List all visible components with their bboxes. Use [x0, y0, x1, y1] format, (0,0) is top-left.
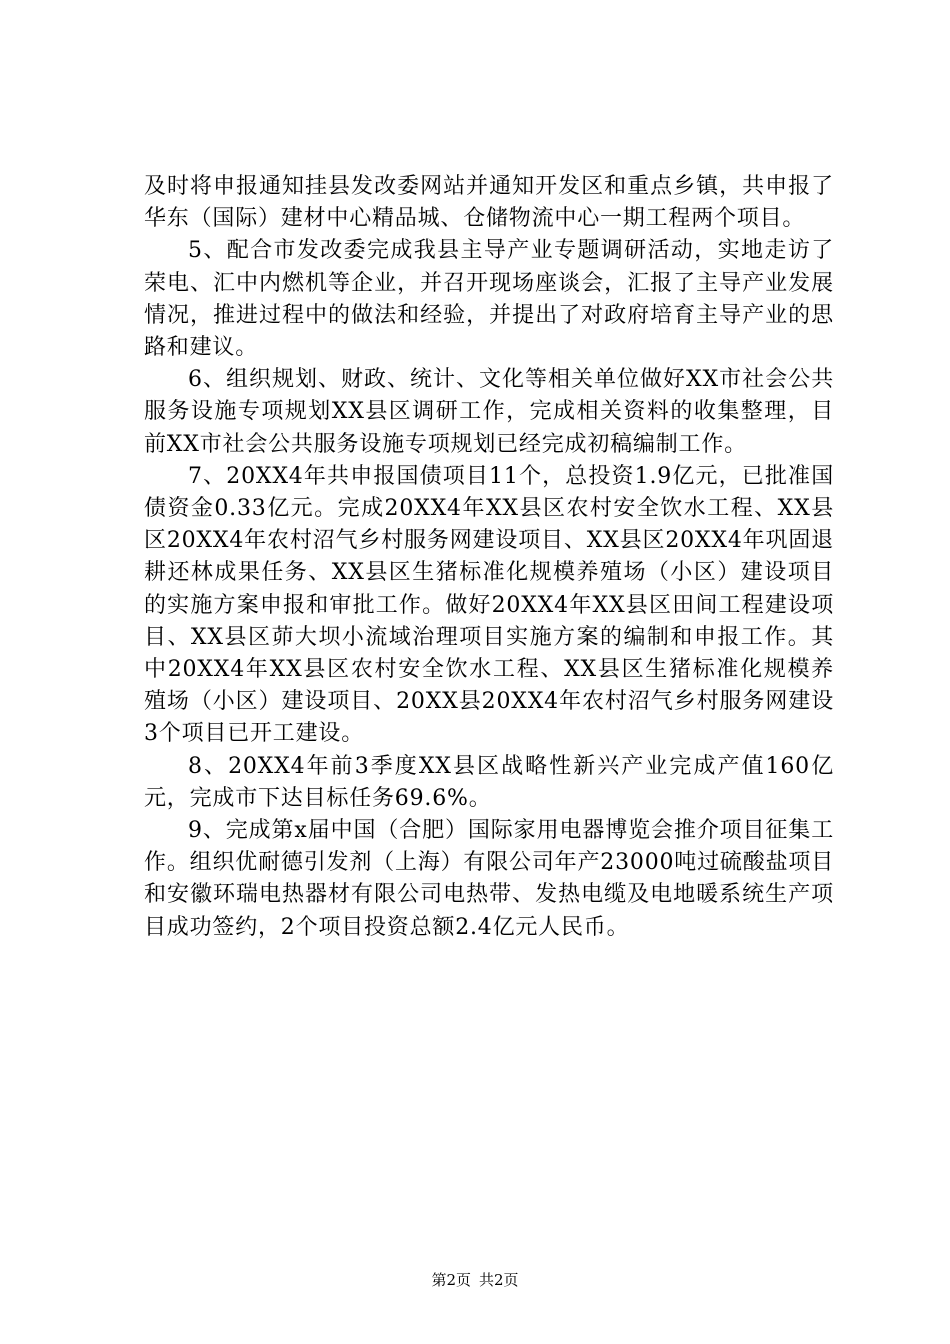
paragraph-item-9: 9、完成第x届中国（合肥）国际家用电器博览会推介项目征集工作。组织优耐德引发剂（上海）有限公司年产23000吨过硫酸盐项目和安徽环瑞电热器材有限公司电热带、发热电缆及电地暖系统生产项目成功签约，2个项目投资总额2.4亿元人民币。 [144, 818, 834, 940]
paragraph-item-7: 7、20XX4年共申报国债项目11个，总投资1.9亿元，已批准国债资金0.33亿元。完成20XX4年XX县区农村安全饮水工程、XX县区20XX4年农村沼气乡村服务网建设项目、XX县区20XX4年巩固退耕还林成果任务、XX县区生猪标准化规模养殖场（小区）建设项目的实施方案申报和审批工作。做好20XX4年XX县区田间工程建设项目、XX县区茆大坝小流域治理项目实施方案的编制和申报工作。其中20XX4年XX县区农村安全饮水工程、XX县区生猪标准化规模养殖场（小区）建设项目、20XX县20XX4年农村沼气乡村服务网建设3个项目已开工建设。 [144, 463, 834, 747]
page-footer [0, 1270, 950, 1290]
paragraph-item-5: 5、配合市发改委完成我县主导产业专题调研活动，实地走访了荣电、汇中内燃机等企业，并召开现场座谈会，汇报了主导产业发展情况，推进过程中的做法和经验，并提出了对政府培育主导产业的思路和建议。 [144, 238, 834, 361]
paragraph-item-8: 8、20XX4年前3季度XX县区战略性新兴产业完成产值160亿元，完成市下达目标任务69.6%。 [144, 753, 834, 811]
paragraph-item-6: 6、组织规划、财政、统计、文化等相关单位做好XX市社会公共服务设施专项规划XX县区调研工作，完成相关资料的收集整理，目前XX市社会公共服务设施专项规划已经完成初稿编制工作。 [144, 367, 834, 457]
document-body [144, 171, 834, 944]
paragraph-continuation: 及时将申报通知挂县发改委网站并通知开发区和重点乡镇，共申报了华东（国际）建材中心精品城、仓储物流中心一期工程两个项目。 [144, 174, 834, 232]
page-total: 共2页 [479, 1271, 519, 1289]
page-number: 第2页 [431, 1271, 471, 1289]
